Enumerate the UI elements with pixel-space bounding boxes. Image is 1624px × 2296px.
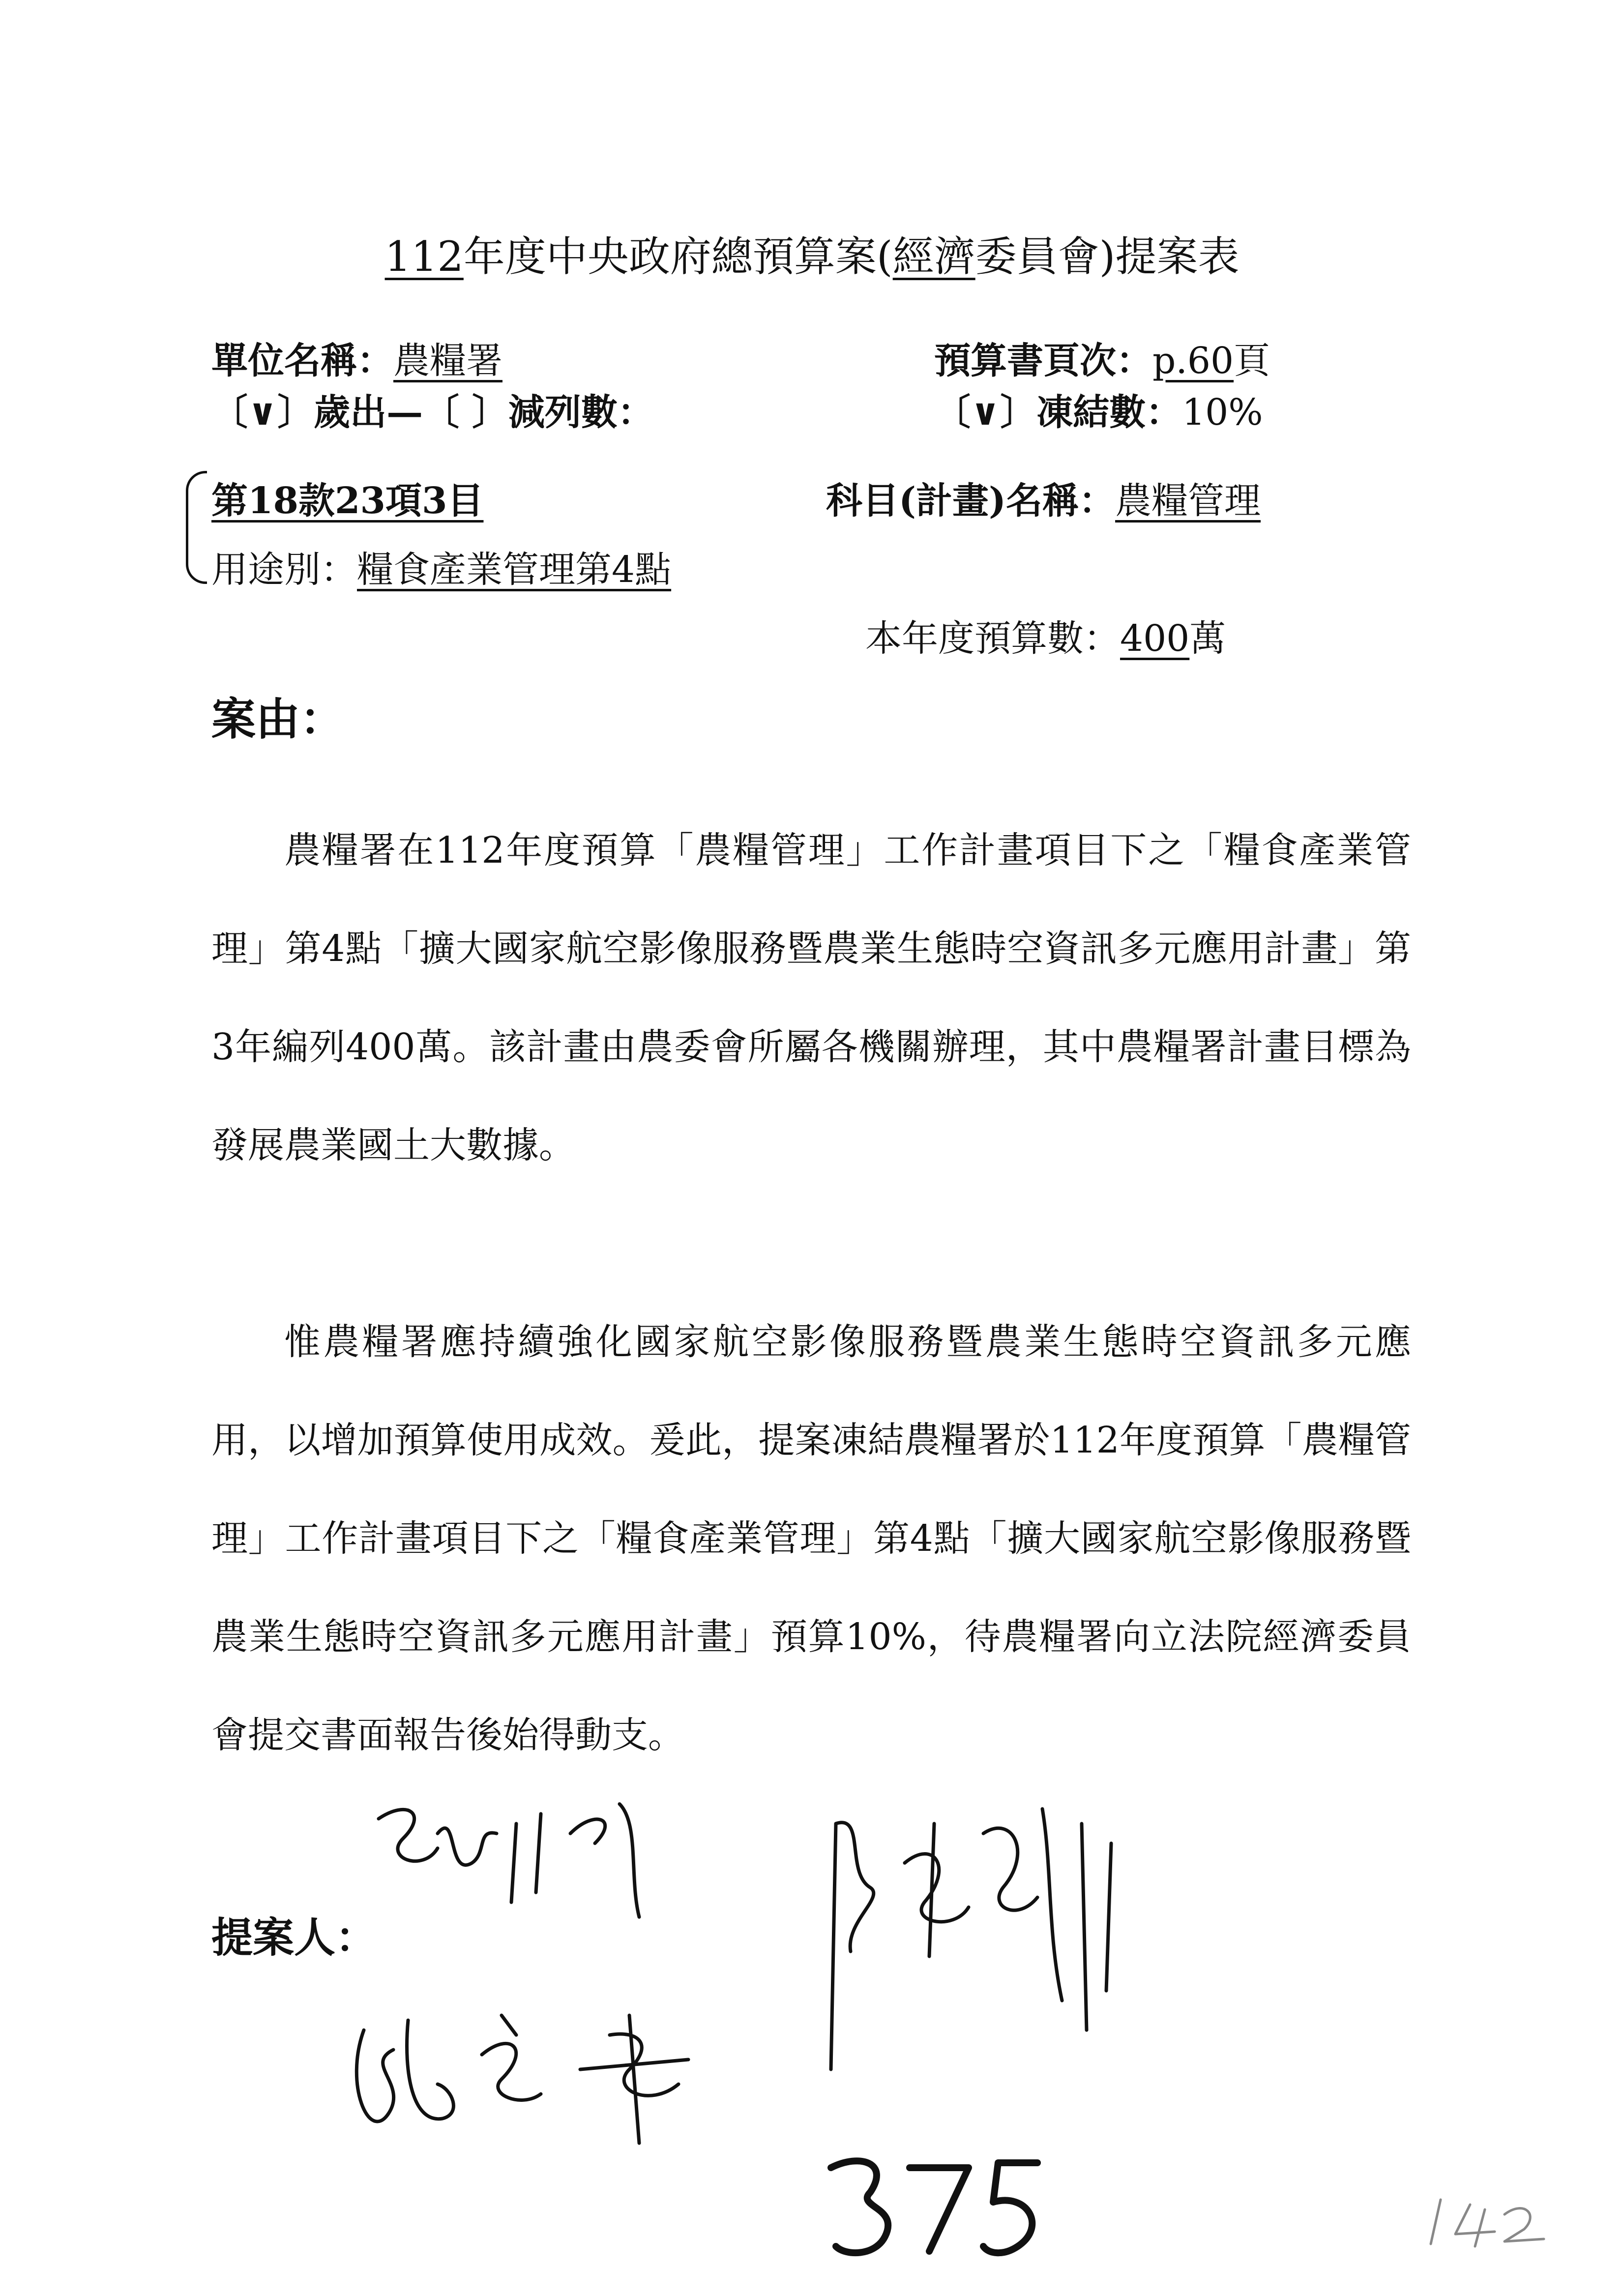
budget-page-line — [934, 332, 1270, 384]
freeze-amount-line — [934, 383, 1263, 436]
budget-unit: 萬 — [1189, 617, 1226, 660]
page-suffix: 頁 — [1234, 340, 1270, 382]
freeze-value: 10% — [1182, 391, 1263, 434]
reason-paragraph-1: 農糧署在112年度預算「農糧管理」工作計畫項目下之「糧食產業管理」第4點「擴大國家航空影像服務暨農業生態時空資訊多元應用計畫」第3年編列400萬。該計畫由農委會所屬各機關辦理，其中農糧署計畫目標為發展農業國土大數據。 — [211, 829, 1411, 1166]
page-value: p.60 — [1152, 340, 1234, 382]
budget-label: 本年度預算數： — [865, 617, 1120, 660]
subject-value: 農糧管理 — [1115, 480, 1261, 522]
reason-label: 案由： — [211, 693, 344, 745]
use-value: 糧食產業管理第4點 — [357, 549, 672, 591]
use-category-line — [211, 541, 671, 593]
account-item-code: 第18款23項3目 — [211, 480, 484, 522]
unit-name-line — [211, 332, 502, 384]
annual-budget-line — [865, 610, 1226, 662]
page-label: 預算書頁次： — [934, 340, 1152, 382]
expenditure-cut-line: 〔∨〕歲出—〔 〕減列數： — [211, 391, 654, 434]
handwritten-corner-number-drawing — [1426, 2195, 1549, 2249]
title-committee: 經濟 — [892, 233, 975, 281]
freeze-label: 〔∨〕凍結數： — [934, 391, 1182, 434]
title-year: 112 — [384, 233, 464, 281]
use-label: 用途別： — [211, 549, 357, 591]
subject-label: 科目(計畫)名稱： — [826, 480, 1116, 522]
handwritten-page-number — [821, 2148, 1047, 2268]
unit-label: 單位名稱： — [211, 340, 393, 382]
reason-paragraph-2: 惟農糧署應持續強化國家航空影像服務暨農業生態時空資訊多元應用，以增加預算使用成效。爰此，提案凍結農糧署於112年度預算「農糧管理」工作計畫項目下之「糧食產業管理」第4點「擴大國家航空影像服務暨農業生態時空資訊多元應用計畫」預算10%，待農糧署向立法院經濟委員會提交書面報告後始得動支。 — [211, 1321, 1411, 1756]
signature-3 — [806, 1794, 1131, 2079]
handwritten-corner-number — [1426, 2195, 1549, 2251]
signature-1 — [364, 1779, 698, 1942]
budget-value: 400 — [1120, 617, 1190, 660]
proposer-label: 提案人： — [211, 1913, 377, 1962]
title-text: 年度中央政府總預算案( — [463, 233, 893, 281]
handwritten-page-number-drawing — [821, 2148, 1047, 2266]
title-suffix: 委員會)提案表 — [975, 233, 1240, 281]
unit-value: 農糧署 — [393, 340, 502, 382]
subject-name-line — [826, 472, 1261, 524]
account-bracket — [186, 471, 207, 584]
document-title — [0, 224, 1624, 283]
signature-2 — [334, 1996, 767, 2163]
